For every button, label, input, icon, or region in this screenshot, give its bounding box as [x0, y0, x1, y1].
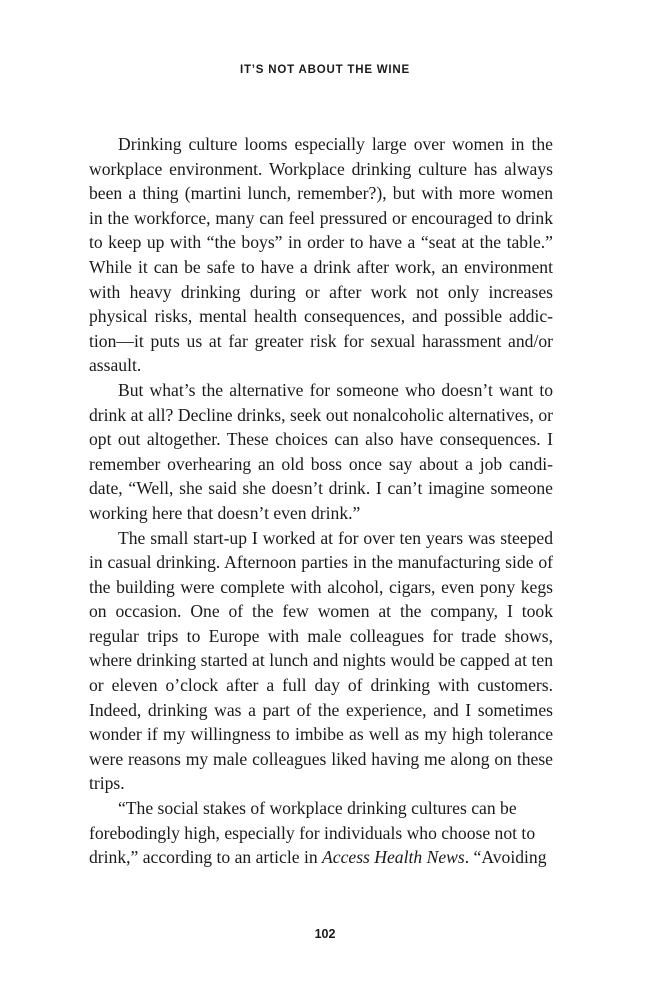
- page-number: 102: [314, 927, 336, 941]
- paragraph: The small start-up I worked at for over ten years was steeped in casual drinking. Afternoon parties in the manufacturing side of the building were complete with alcohol, cigars, even pony kegs on occasion. One of the few women at the company, I took regular trips to Europe with male colleagues for trade shows, where drinking started at lunch and nights would be capped at ten or eleven o’clock after a full day of drinking with customers. Indeed, drinking was a part of the experience, and I sometimes wonder if my willingness to imbibe as well as my high tolerance were reasons my male colleagues liked having me along on these trips.: [89, 527, 553, 794]
- body-text: [89, 132, 553, 870]
- paragraph-text: . “Avoiding: [464, 847, 547, 868]
- paragraph: Drinking culture looms especially large over women in the workplace environment. Workplace drinking culture has always been a thing (martini lunch, remember?), but with more women in the workforce, many can feel pressured or encouraged to drink to keep up with “the boys” in order to have a “seat at the table.” While it can be safe to have a drink after work, an environment with heavy drinking during or after work not only increases physical risks, mental health consequences, and possible addiction—it puts us at far greater risk for sexual harassment and/or assault.: [89, 134, 553, 376]
- paragraph-text: “The social stakes of workplace drinking cultures can be forebodingly high, especially for individuals who choose not to drink,” according to an article in: [89, 798, 536, 868]
- paragraph: [89, 796, 553, 870]
- running-head: IT’S NOT ABOUT THE WINE: [239, 64, 411, 76]
- paragraph: But what’s the alternative for someone who doesn’t want to drink at all? Decline drinks, seek out nonalcoholic alternatives, or opt out altogether. These choices can also have consequences. I remember overhearing an old boss once say about a job candidate, “Well, she said she doesn’t drink. I can’t imagine someone working here that doesn’t even drink.”: [89, 379, 553, 523]
- source-title: Access Health News: [322, 847, 465, 868]
